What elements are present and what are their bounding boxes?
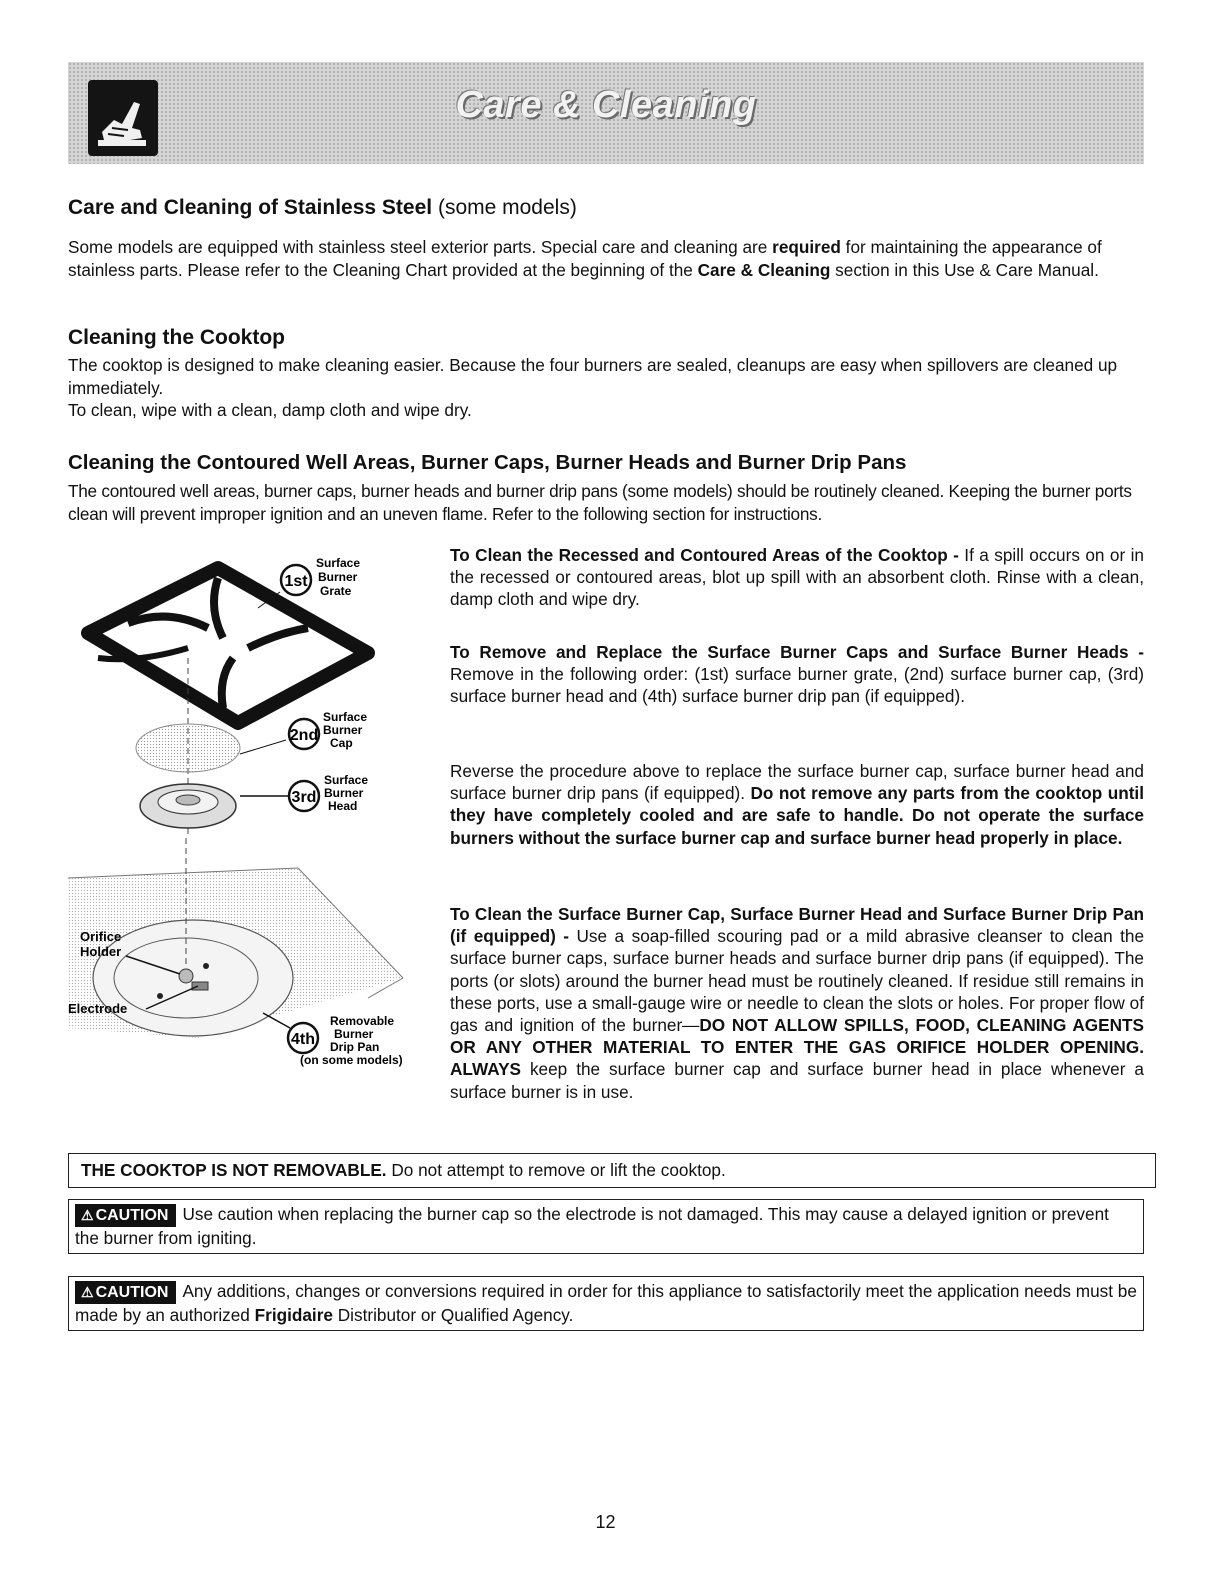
text-run: Distributor or Qualified Agency. xyxy=(332,1305,574,1325)
step-1-number: 1st xyxy=(284,573,308,590)
burner-diagram-figure xyxy=(68,548,438,838)
step-1-label-b: Burner xyxy=(318,570,358,584)
step-2-label-a: Surface xyxy=(323,710,368,724)
header-banner xyxy=(68,62,1144,164)
cooktop-instruction: To clean, wipe with a clean, damp cloth and wipe dry. xyxy=(68,400,472,420)
step-3-label-a: Surface xyxy=(324,773,369,787)
text-run: Some models are equipped with stainless steel exterior parts. Special care and cleaning are xyxy=(68,237,773,257)
page-title: Care & Cleaning xyxy=(455,84,757,126)
text-run: section in this Use & Care Manual. xyxy=(830,259,1099,280)
caution-label: CAUTION xyxy=(95,1207,169,1224)
clean-cap-head-paragraph xyxy=(450,903,1144,1103)
heading-suffix: (some models) xyxy=(437,196,577,219)
drip-pan-diagram xyxy=(68,838,438,1138)
electrode-label: Electrode xyxy=(68,1001,128,1016)
text-run: keep the surface burner cap and surface burner head in place whenever a surface burner is in use. xyxy=(450,1059,1144,1102)
drip-pan-figure xyxy=(68,838,438,1138)
cooktop-heading: Cleaning the Cooktop xyxy=(68,326,285,349)
step-4-label-a: Removable xyxy=(330,1014,395,1028)
caution-label: CAUTION xyxy=(95,1284,169,1301)
text-run-bold: To Clean the Surface Burner Cap, Surface Burner Head and Surface Burner Drip Pan (if equipped) - xyxy=(450,904,1144,947)
caution-box-authorized xyxy=(68,1276,1144,1331)
step-1-label-c: Grate xyxy=(320,584,352,598)
caution-box-electrode xyxy=(68,1199,1144,1254)
step-3-label-c: Head xyxy=(328,799,358,813)
text-run-bold: required xyxy=(772,237,841,257)
text-run: If a spill occurs on or in the recessed or contoured areas, blot up spill with an absorbent cloth. Rinse with a clean, damp cloth and wipe dry. xyxy=(450,545,1144,610)
not-removable-notice xyxy=(68,1153,1156,1188)
step-3-label-b: Burner xyxy=(324,786,364,800)
contoured-well-paragraph: The contoured well areas, burner caps, burner heads and burner drip pans (some models) should be routinely cleaned. Keeping the burner ports clean will prevent improper ignition and an uneven flame. Refer to the following section for instructions. xyxy=(68,481,1132,524)
recessed-areas-paragraph xyxy=(450,544,1144,611)
contoured-well-heading: Cleaning the Contoured Well Areas, Burner Caps, Burner Heads and Burner Drip Pans xyxy=(68,451,907,474)
step-4-label-c: Drip Pan xyxy=(330,1040,380,1054)
page-number: 12 xyxy=(595,1512,616,1532)
text-run: for maintaining the appearance of stainless parts. Please refer to the Cleaning Chart provided at the beginning of the xyxy=(68,237,1102,280)
text-run: Any additions, changes or conversions required in order for this appliance to satisfactorily meet the application needs must be made by an authorized xyxy=(75,1281,1137,1325)
step-2-label-c: Cap xyxy=(330,736,353,750)
text-run-bold: To Clean the Recessed and Contoured Areas of the Cooktop - xyxy=(450,545,965,565)
cooktop-paragraph: The cooktop is designed to make cleaning easier. Because the four burners are sealed, cleanups are easy when spillovers are cleaned up immediately. xyxy=(68,355,1118,398)
text-run-bold: DO NOT ALLOW SPILLS, FOOD, CLEANING AGENTS OR ANY OTHER MATERIAL TO ENTER THE GAS ORIFICE HOLDER OPENING. ALWAYS xyxy=(450,1015,1144,1080)
step-3-number: 3rd xyxy=(291,789,317,806)
warning-triangle-icon: ⚠ xyxy=(81,1284,94,1300)
step-2-number: 2nd xyxy=(289,727,319,744)
burner-diagram xyxy=(68,548,438,838)
text-run-bold: Care & Cleaning xyxy=(697,259,831,280)
caution-badge xyxy=(75,1281,176,1304)
burner-head xyxy=(140,784,236,828)
burner-cap xyxy=(136,724,240,772)
orifice-label-a: Orifice xyxy=(80,929,122,944)
text-run: Reverse the procedure above to replace the surface burner cap, surface burner head and surface burner drip pans (if equipped). xyxy=(450,761,1144,804)
heading-text: Care and Cleaning of Stainless Steel xyxy=(68,196,433,219)
orifice-label-b: Holder xyxy=(80,944,122,959)
step-4-label-d: (on some models) xyxy=(300,1053,403,1067)
warning-triangle-icon: ⚠ xyxy=(81,1207,94,1223)
text-run-bold: Do not remove any parts from the cooktop until they have completely cooled and are safe to handle. Do not operate the surface burners without the surface burner cap and surface burner head properly in place. xyxy=(450,783,1144,848)
remove-replace-paragraph xyxy=(450,641,1144,708)
reverse-procedure-paragraph xyxy=(450,760,1144,849)
text-run: Use a soap-filled scouring pad or a mild abrasive cleanser to clean the surface burner caps, surface burner heads and surface burner drip pans (if equipped). The ports (or slots) around the burner head must be routinely cleaned. If residue still remains in these ports, use a small-gauge wire or needle to clean the slots or holes. For proper flow of gas and ignition of the burner— xyxy=(450,926,1145,1036)
step-4-number: 4th xyxy=(291,1031,315,1048)
text-run: Use caution when replacing the burner cap so the electrode is not damaged. This may cause a delayed ignition or prevent the burner from igniting. xyxy=(75,1204,1109,1248)
stainless-steel-heading xyxy=(68,196,577,220)
step-1-label-a: Surface xyxy=(316,556,361,570)
stainless-steel-paragraph xyxy=(68,236,1144,281)
text-run-bold: To Remove and Replace the Surface Burner Caps and Surface Burner Heads - xyxy=(450,642,1144,662)
step-4-label-b: Burner xyxy=(334,1027,374,1041)
text-run-bold: Frigidaire xyxy=(254,1305,333,1325)
text-run: Remove in the following order: (1st) surface burner grate, (2nd) surface burner cap, (3rd) surface burner head and (4th) surface burner drip pan (if equipped). xyxy=(450,664,1144,707)
step-2-label-b: Burner xyxy=(323,723,363,737)
text-run: Do not attempt to remove or lift the cooktop. xyxy=(386,1160,726,1180)
caution-badge xyxy=(75,1204,176,1227)
text-run-bold: THE COOKTOP IS NOT REMOVABLE. xyxy=(81,1160,387,1180)
